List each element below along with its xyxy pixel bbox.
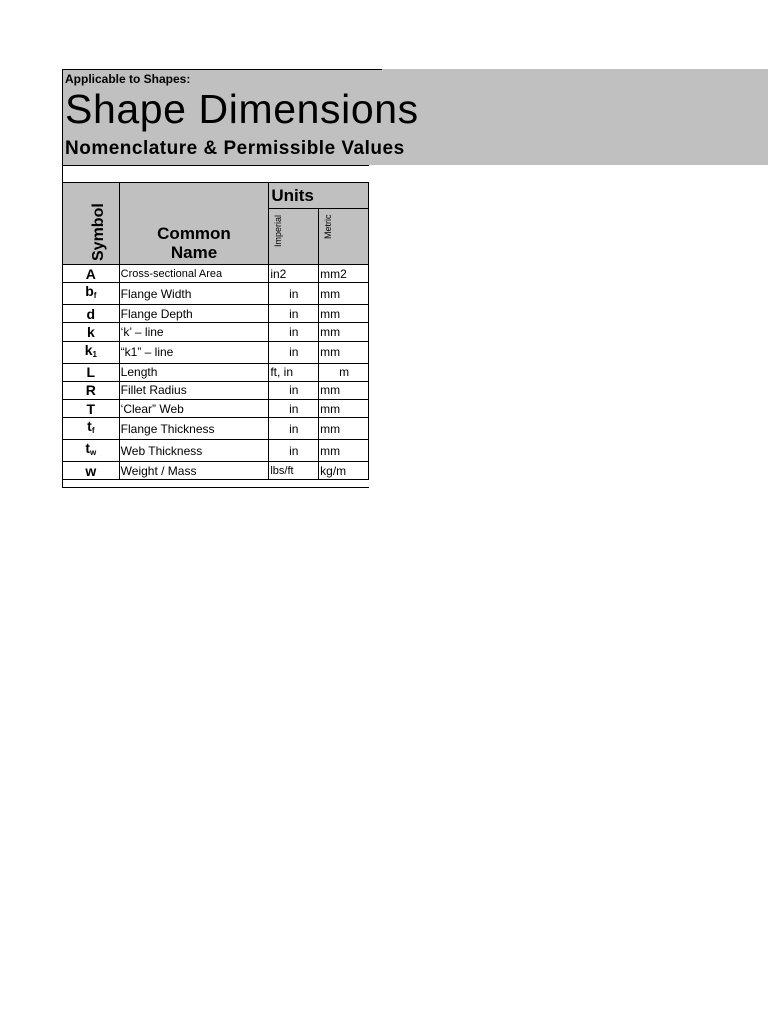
- metric-unit-cell: m: [319, 363, 369, 381]
- metric-unit-cell: mm: [319, 399, 369, 417]
- metric-unit-cell: mm: [319, 381, 369, 399]
- page-subtitle: Nomenclature & Permissible Values: [65, 138, 405, 159]
- symbol-text: t: [87, 418, 92, 435]
- symbol-subscript: f: [91, 426, 95, 436]
- common-name-cell: Flange Thickness: [119, 418, 269, 440]
- common-name-cell: ‘k’ – line: [119, 323, 269, 341]
- symbol-cell: [63, 440, 120, 462]
- common-name-cell: ‘Clear” Web: [119, 399, 269, 417]
- symbol-subscript: f: [93, 291, 97, 301]
- symbol-cell: [63, 399, 120, 417]
- metric-unit-cell: mm: [319, 418, 369, 440]
- symbol-text: k: [86, 323, 95, 340]
- symbol-cell: [63, 341, 120, 363]
- imperial-unit-cell: in: [269, 440, 319, 462]
- table-row: [63, 418, 369, 440]
- page-title: Shape Dimensions: [65, 86, 419, 132]
- imperial-unit-cell: in2: [269, 265, 319, 283]
- symbol-subscript: w: [90, 448, 97, 458]
- common-name-cell: Weight / Mass: [119, 462, 269, 480]
- header-background: [62, 69, 419, 165]
- common-name-cell: Cross-sectional Area: [119, 265, 269, 283]
- table-row: [63, 305, 369, 323]
- header-block: [62, 69, 419, 165]
- table-row: [63, 323, 369, 341]
- imperial-unit-cell: in: [269, 418, 319, 440]
- header-band-right: [369, 69, 768, 165]
- metric-unit-cell: mm: [319, 323, 369, 341]
- document-sheet: [62, 69, 419, 488]
- metric-unit-cell: mm: [319, 341, 369, 363]
- symbol-cell: [63, 265, 120, 283]
- common-name-header-text: Common Name: [157, 224, 231, 262]
- table-row: [63, 399, 369, 417]
- table-footer: [62, 466, 369, 488]
- symbol-header: Symbol: [90, 203, 107, 261]
- table-row: [63, 265, 369, 283]
- common-name-header: [119, 183, 269, 265]
- symbol-cell: [63, 283, 120, 305]
- common-name-cell: Flange Depth: [119, 305, 269, 323]
- table-row: [63, 381, 369, 399]
- table-row: [63, 363, 369, 381]
- imperial-unit-cell: in: [269, 323, 319, 341]
- metric-header-cell: [319, 209, 369, 265]
- symbol-text: t: [85, 440, 91, 457]
- metric-unit-cell: mm: [319, 305, 369, 323]
- symbol-cell: [63, 418, 120, 440]
- imperial-unit-cell: lbs/ft: [269, 462, 319, 480]
- common-name-cell: Length: [119, 363, 269, 381]
- symbol-text: L: [86, 364, 96, 381]
- imperial-unit-cell: in: [269, 305, 319, 323]
- common-name-cell: Fillet Radius: [119, 381, 269, 399]
- applicable-label: Applicable to Shapes:: [65, 72, 191, 86]
- common-name-cell: Web Thickness: [119, 440, 269, 462]
- table-row: [63, 283, 369, 305]
- units-header: Units: [269, 183, 369, 209]
- imperial-unit-cell: in: [269, 381, 319, 399]
- symbol-cell: [63, 323, 120, 341]
- symbol-cell: [63, 381, 120, 399]
- metric-unit-cell: mm: [319, 440, 369, 462]
- common-name-cell: Flange Width: [119, 283, 269, 305]
- dimensions-table: [62, 182, 369, 480]
- table-row: [63, 440, 369, 462]
- imperial-unit-cell: in: [269, 283, 319, 305]
- symbol-text: k: [84, 341, 93, 358]
- metric-unit-cell: mm2: [319, 265, 369, 283]
- symbol-text: R: [85, 382, 96, 399]
- symbol-cell: [63, 305, 120, 323]
- imperial-unit-cell: in: [269, 341, 319, 363]
- symbol-text: d: [86, 305, 96, 322]
- imperial-unit-cell: ft, in: [269, 363, 319, 381]
- imperial-unit-cell: in: [269, 399, 319, 417]
- symbol-text: A: [85, 265, 96, 282]
- metric-header: Metric: [323, 214, 334, 239]
- imperial-header: Imperial: [273, 214, 284, 247]
- common-name-cell: “k1” – line: [119, 341, 269, 363]
- symbol-cell: [63, 363, 120, 381]
- symbol-text: T: [86, 400, 96, 417]
- symbol-text: w: [85, 462, 97, 479]
- symbol-text: b: [85, 283, 94, 300]
- spacer-row: [62, 165, 369, 182]
- table-row: [63, 341, 369, 363]
- metric-unit-cell: kg/m: [319, 462, 369, 480]
- symbol-subscript: 1: [92, 349, 97, 359]
- symbol-header-cell: [63, 183, 120, 265]
- imperial-header-cell: [269, 209, 319, 265]
- metric-unit-cell: mm: [319, 283, 369, 305]
